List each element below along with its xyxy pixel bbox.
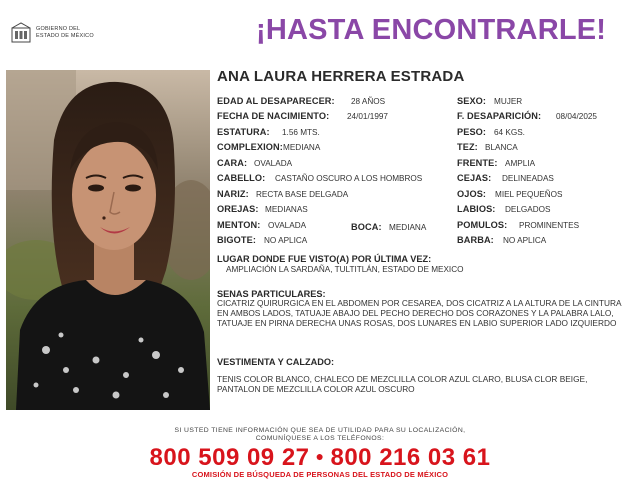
weight-label: PESO: bbox=[457, 127, 487, 137]
beard-label: BARBA: bbox=[457, 235, 494, 245]
hair-value: CASTAÑO OSCURO A LOS HOMBROS bbox=[275, 174, 423, 183]
phone-1[interactable]: 800 509 09 27 bbox=[149, 444, 310, 471]
cheekbones-value: PROMINENTES bbox=[519, 221, 580, 230]
last-seen-label: LUGAR DONDE FUE VISTO(A) POR ÚLTIMA VEZ: bbox=[217, 254, 432, 264]
logo-line-2: ESTADO DE MÉXICO bbox=[36, 33, 94, 39]
nose-label: NARIZ: bbox=[217, 189, 249, 199]
chin-label: MENTON: bbox=[217, 220, 261, 230]
photo-illustration bbox=[6, 70, 210, 410]
footer-info-line-1: SI USTED TIENE INFORMACIÓN QUE SEA DE UTILIDAD PARA SU LOCALIZACIÓN, bbox=[174, 427, 466, 434]
height-value: 1.56 MTS. bbox=[282, 128, 320, 137]
face-label: CARA: bbox=[217, 158, 248, 168]
complexion-value: BLANCA bbox=[485, 143, 518, 152]
disappearance-date-value: 08/04/2025 bbox=[556, 112, 597, 121]
build-label: COMPLEXION: bbox=[217, 142, 283, 152]
ears-label: OREJAS: bbox=[217, 204, 259, 214]
person-name: ANA LAURA HERRERA ESTRADA bbox=[217, 68, 465, 85]
age-value: 28 AÑOS bbox=[351, 97, 386, 106]
birthdate-label: FECHA DE NACIMIENTO: bbox=[217, 111, 330, 121]
lips-label: LABIOS: bbox=[457, 204, 496, 214]
clothing-value: TENIS COLOR BLANCO, CHALECO DE MEZCLILLA COLOR AZUL CLARO, BLUSA CLOR BEIGE, PANTALON DE MEZCLILLA COLOR AZUL OSCURO bbox=[217, 374, 588, 395]
weight-value: 64 KGS. bbox=[494, 128, 525, 137]
birthdate-value: 24/01/1997 bbox=[347, 112, 388, 121]
headline: ¡HASTA ENCONTRARLE! bbox=[256, 14, 607, 46]
face-value: OVALADA bbox=[254, 159, 293, 168]
person-photo bbox=[6, 70, 210, 410]
mustache-value: NO APLICA bbox=[264, 236, 308, 245]
logo-line-1: GOBIERNO DEL bbox=[36, 26, 81, 32]
eyebrows-value: DELINEADAS bbox=[502, 174, 554, 183]
sex-value: MUJER bbox=[494, 97, 523, 106]
eyes-label: OJOS: bbox=[457, 189, 487, 199]
complexion-label: TEZ: bbox=[457, 142, 478, 152]
beard-value: NO APLICA bbox=[503, 236, 547, 245]
government-logo bbox=[10, 20, 130, 46]
commission-name: COMISIÓN DE BÚSQUEDA DE PERSONAS DEL ESTADO DE MÉXICO bbox=[191, 470, 449, 479]
clothing-label: VESTIMENTA Y CALZADO: bbox=[217, 357, 335, 367]
logo-text bbox=[36, 26, 94, 40]
eyebrows-label: CEJAS: bbox=[457, 173, 492, 183]
cheekbones-label: POMULOS: bbox=[457, 220, 508, 230]
marks-value: CICATRIZ QUIRURGICA EN EL ABDOMEN POR CESAREA, DOS CICATRIZ A LA ALTURA DE LA CINTURA EN AMBOS LADOS, TATUAJE ABAJO DEL PECHO DERECHO DOS CORAZONES Y LA PALABRA LALO, TATUAJE EN PIRNA DERECHA UNAS ROSAS, DOS LUNARES EN LABIO SUPERIOR LADO IZQUIERDO bbox=[217, 298, 622, 329]
forehead-label: FRENTE: bbox=[457, 158, 498, 168]
build-value: MEDIANA bbox=[283, 143, 321, 152]
nose-value: RECTA BASE DELGADA bbox=[256, 190, 349, 199]
mouth-label: BOCA: bbox=[351, 222, 382, 232]
state-seal-icon bbox=[10, 22, 32, 44]
sex-label: SEXO: bbox=[457, 96, 487, 106]
phone-numbers bbox=[0, 444, 640, 472]
age-label: EDAD AL DESAPARECER: bbox=[217, 96, 335, 106]
footer-info-line-2: COMUNÍQUESE A LOS TELÉFONOS: bbox=[255, 435, 385, 442]
forehead-value: AMPLIA bbox=[505, 159, 536, 168]
ears-value: MEDIANAS bbox=[265, 205, 308, 214]
hair-label: CABELLO: bbox=[217, 173, 266, 183]
disappearance-date-label: F. DESAPARICIÓN: bbox=[457, 111, 542, 121]
chin-value: OVALADA bbox=[268, 221, 307, 230]
lips-value: DELGADOS bbox=[505, 205, 551, 214]
marks-label: SENAS PARTICULARES: bbox=[217, 289, 326, 299]
height-label: ESTATURA: bbox=[217, 127, 270, 137]
eyes-value: MIEL PEQUEÑOS bbox=[495, 190, 563, 199]
mouth-value: MEDIANA bbox=[389, 223, 427, 232]
last-seen-value: AMPLIACIÓN LA SARDAÑA, TULTITLÁN, ESTADO DE MEXICO bbox=[226, 265, 464, 274]
phone-2[interactable]: 800 216 03 61 bbox=[330, 444, 491, 471]
mustache-label: BIGOTE: bbox=[217, 235, 256, 245]
separator-dot-icon: ● bbox=[315, 448, 325, 464]
